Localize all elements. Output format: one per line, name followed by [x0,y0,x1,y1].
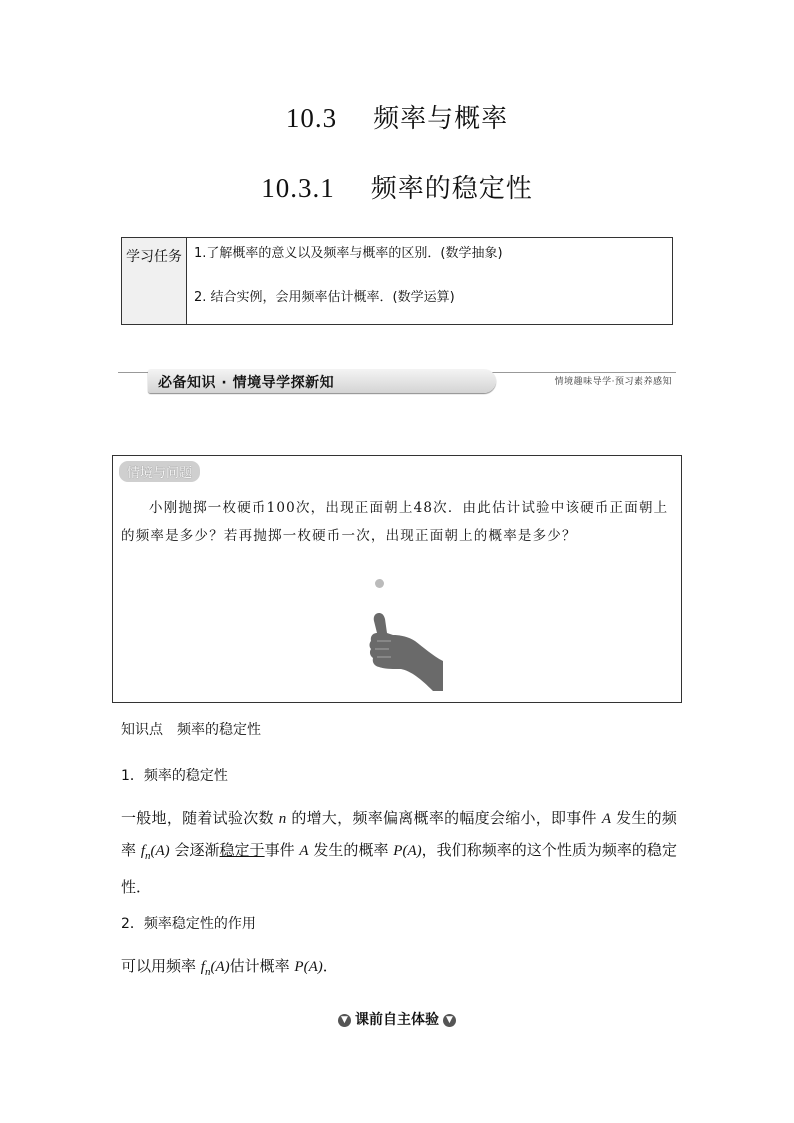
para-text: 事件 [264,841,295,859]
math-n: n [278,811,287,827]
para-text: 发生的频率 [121,809,677,859]
math-fn-A [200,959,230,978]
scenario-tag: 情境与问题 [119,461,200,482]
para-text: 可以用频率 [121,957,197,975]
banner-right-text: 情境趣味导学·预习素养感知 [554,377,672,387]
down-arrow-circle-icon: ▼ [338,1014,351,1027]
task-table-head: 学习任务 [122,238,187,324]
section-number: 10.3 [285,103,338,133]
math-fn-A [140,843,170,862]
footer-label: 课前自主体验 [355,1012,439,1028]
down-arrow-circle-icon: ▼ [443,1014,456,1027]
math-A: A [299,843,309,859]
para-text: ，我们称频率的这个性质为频率的稳定性． [121,841,677,896]
frequency-use-paragraph [121,955,338,978]
math-f: f [140,843,145,859]
math-f: f [200,959,205,975]
para-text: 发生的概率 [313,841,389,859]
para-text: 估计概率 [229,957,290,975]
section-2-heading: 2．频率稳定性的作用 [121,916,256,932]
banner-title: 必备知识 · 情境导学探新知 [158,375,335,391]
subsection-title [0,168,794,205]
section-1-heading: 1．频率的稳定性 [121,768,228,784]
task-item-1: 1.了解概率的意义以及频率与概率的区别．(数学抽象) [194,246,503,261]
section-banner [118,366,676,394]
scenario-text: 小刚抛掷一枚硬币100次，出现正面朝上48次．由此估计试验中该硬币正面朝上的频率是多少？若再抛掷一枚硬币一次，出现正面朝上的概率是多少？ [121,500,669,544]
math-PA: P(A) [294,959,323,975]
underlined-text: 稳定于 [219,841,265,859]
footer-banner [0,1009,794,1029]
math-sub-n: n [145,850,151,862]
section-title [0,98,794,135]
learning-task-table [121,237,673,325]
frequency-stability-paragraph [121,803,677,903]
thumb-hand-illustration [363,611,443,691]
math-arg: (A) [150,843,170,859]
math-arg: (A) [210,959,230,975]
para-text: 会逐渐 [174,841,220,859]
para-text: ． [322,957,338,975]
task-item-2: 2. 结合实例，会用频率估计概率．(数学运算) [194,290,455,305]
math-A: A [601,811,612,827]
para-text: 的增大，频率偏离概率的幅度会缩小，即事件 [291,809,597,827]
math-PA: P(A) [393,843,422,859]
subsection-title-text: 频率的稳定性 [370,174,533,204]
scenario-box [112,455,682,703]
para-text: 一般地，随着试验次数 [121,809,274,827]
coin-icon [375,579,384,588]
math-sub-n: n [204,966,211,978]
subsection-number: 10.3.1 [261,173,335,203]
section-title-text: 频率与概率 [373,104,509,134]
knowledge-point-title: 知识点 频率的稳定性 [121,722,261,738]
